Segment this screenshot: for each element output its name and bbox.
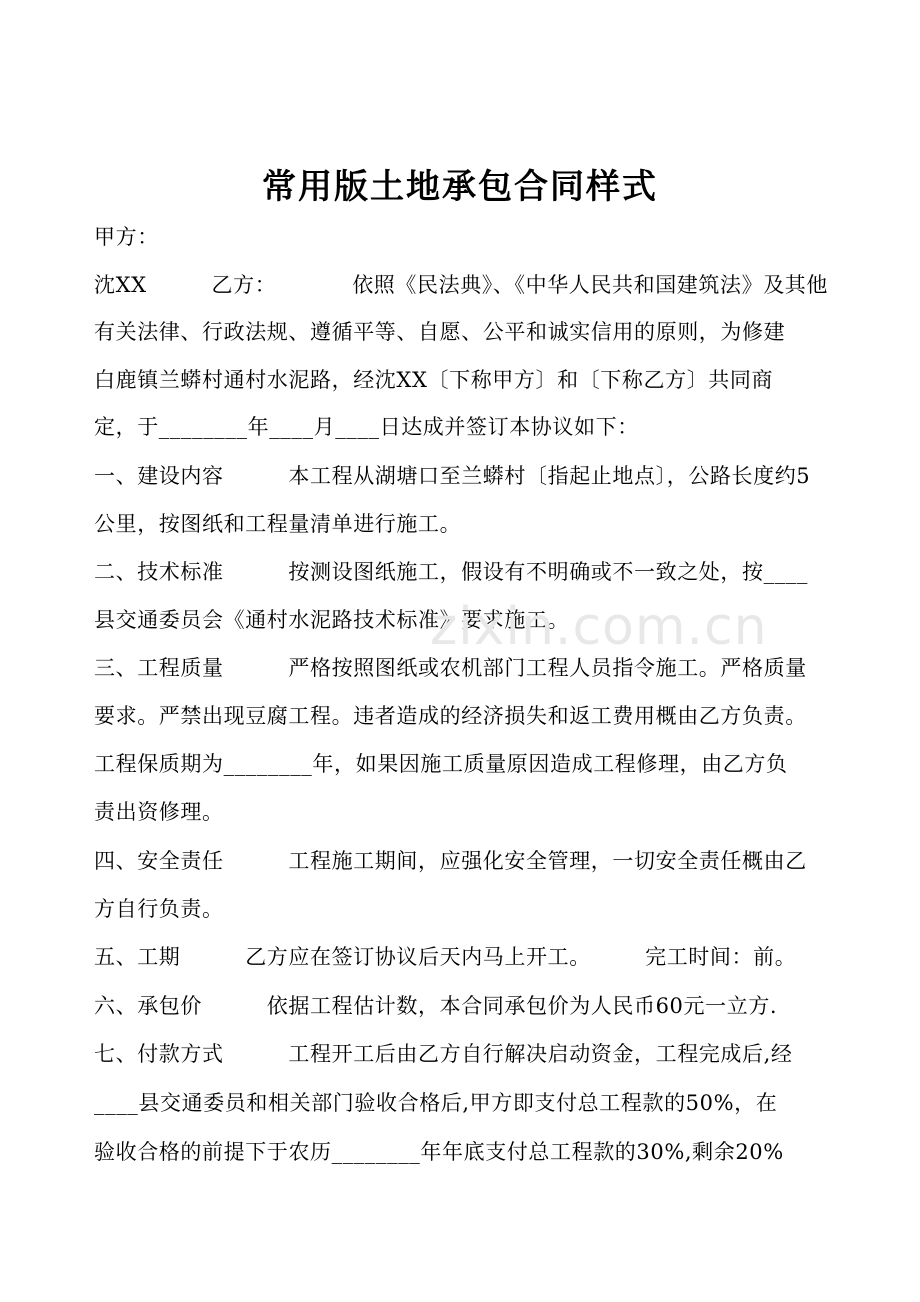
party-a-label: 甲方： (94, 225, 159, 249)
body-line: 责出资修理。 (94, 800, 224, 824)
section-construction-content: 一、建设内容 本工程从湖塘口至兰蟒村〔指起止地点〕，公路长度约5 (94, 464, 811, 488)
section-contract-price: 六、承包价 依据工程估计数，本合同承包价为人民币60元一立方. (94, 994, 778, 1018)
section-construction-period: 五、工期 乙方应在签订协议后天内马上开工。 完工时间：前。 (94, 945, 797, 969)
section-technical-standard: 二、技术标准 按测设图纸施工，假设有不明确或不一致之处，按____ (94, 560, 808, 584)
body-line: 公里，按图纸和工程量清单进行施工。 (94, 512, 462, 536)
body-line: 工程保质期为________年，如果因施工质量原因造成工程修理，由乙方负 (94, 752, 788, 776)
body-line: 白鹿镇兰蟒村通村水泥路，经沈XX〔下称甲方〕和〔下称乙方〕共同商 (94, 368, 774, 392)
body-line: 沈XX 乙方： 依照《民法典》、《中华人民共和国建筑法》及其他 (94, 273, 828, 297)
body-line: 定，于________年____月____日达成并签订本协议如下： (94, 415, 639, 439)
watermark: zixin.com.cn (430, 597, 768, 657)
body-line: ____县交通委员和相关部门验收合格后,甲方即支付总工程款的50%，在 (94, 1091, 778, 1115)
body-line: 方自行负责。 (94, 897, 224, 921)
body-line: 验收合格的前提下于农历________年年底支付总工程款的30%,剩余20% (94, 1140, 784, 1164)
body-line: 有关法律、行政法规、遵循平等、自愿、公平和诚实信用的原则，为修建 (94, 320, 786, 344)
body-line: 县交通委员会《通村水泥路技术标准》要求施工。 (94, 608, 570, 632)
section-payment-method: 七、付款方式 工程开工后由乙方自行解决启动资金，工程完成后,经 (94, 1042, 793, 1066)
section-safety-responsibility: 四、安全责任 工程施工期间，应强化安全管理，一切安全责任概由乙 (94, 849, 807, 873)
section-engineering-quality: 三、工程质量 严格按照图纸或农机部门工程人员指令施工。严格质量 (94, 656, 807, 680)
body-line: 要求。严禁出现豆腐工程。违者造成的经济损失和返工费用概由乙方负责。 (94, 704, 807, 728)
document-title: 常用版土地承包合同样式 (262, 167, 658, 207)
